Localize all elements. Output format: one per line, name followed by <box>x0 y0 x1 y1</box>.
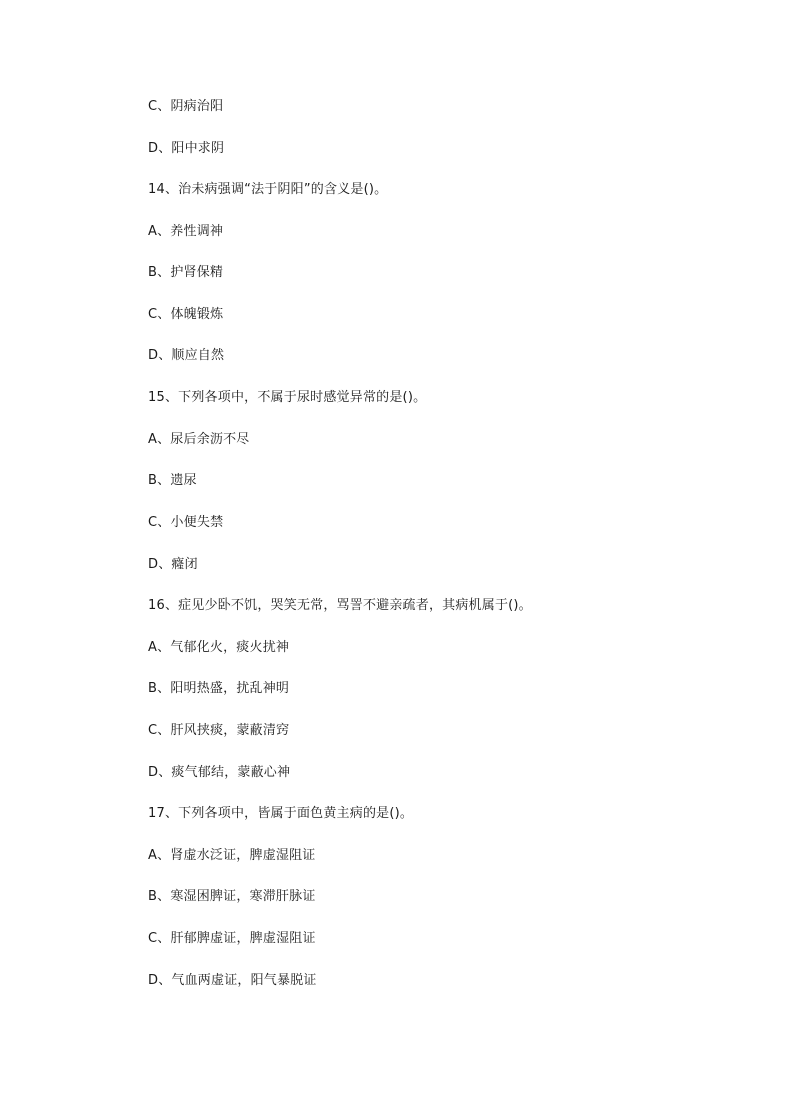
option-d-q17: D、气血两虚证，阳气暴脱证 <box>148 973 317 988</box>
option-b-q16: B、阳明热盛，扰乱神明 <box>148 681 290 696</box>
question-15: 15、下列各项中，不属于尿时感觉异常的是()。 <box>148 390 427 405</box>
option-d-q15: D、癃闭 <box>148 557 198 572</box>
option-a-q15: A、尿后余沥不尽 <box>148 432 250 447</box>
option-a-q16: A、气郁化火，痰火扰神 <box>148 640 290 655</box>
option-b-q17: B、寒湿困脾证，寒滞肝脉证 <box>148 889 316 904</box>
question-14: 14、治未病强调“法于阴阳”的含义是()。 <box>148 182 388 197</box>
option-a-q14: A、养性调神 <box>148 224 224 239</box>
question-17: 17、下列各项中，皆属于面色黄主病的是()。 <box>148 806 414 821</box>
option-a-q17: A、肾虚水泛证，脾虚湿阻证 <box>148 848 316 863</box>
option-c-q16: C、肝风挟痰，蒙蔽清窍 <box>148 723 290 738</box>
option-c-q17: C、肝郁脾虚证，脾虚湿阻证 <box>148 931 316 946</box>
question-16: 16、症见少卧不饥，哭笑无常，骂詈不避亲疏者，其病机属于()。 <box>148 598 532 613</box>
option-b-q14: B、护肾保精 <box>148 265 224 280</box>
option-c-q14: C、体魄锻炼 <box>148 307 224 322</box>
option-d-q14: D、顺应自然 <box>148 348 225 363</box>
option-d-q13: D、阳中求阴 <box>148 141 225 156</box>
option-c-q13: C、阴病治阳 <box>148 99 224 114</box>
option-d-q16: D、痰气郁结，蒙蔽心神 <box>148 765 291 780</box>
option-c-q15: C、小便失禁 <box>148 515 224 530</box>
option-b-q15: B、遗尿 <box>148 473 197 488</box>
